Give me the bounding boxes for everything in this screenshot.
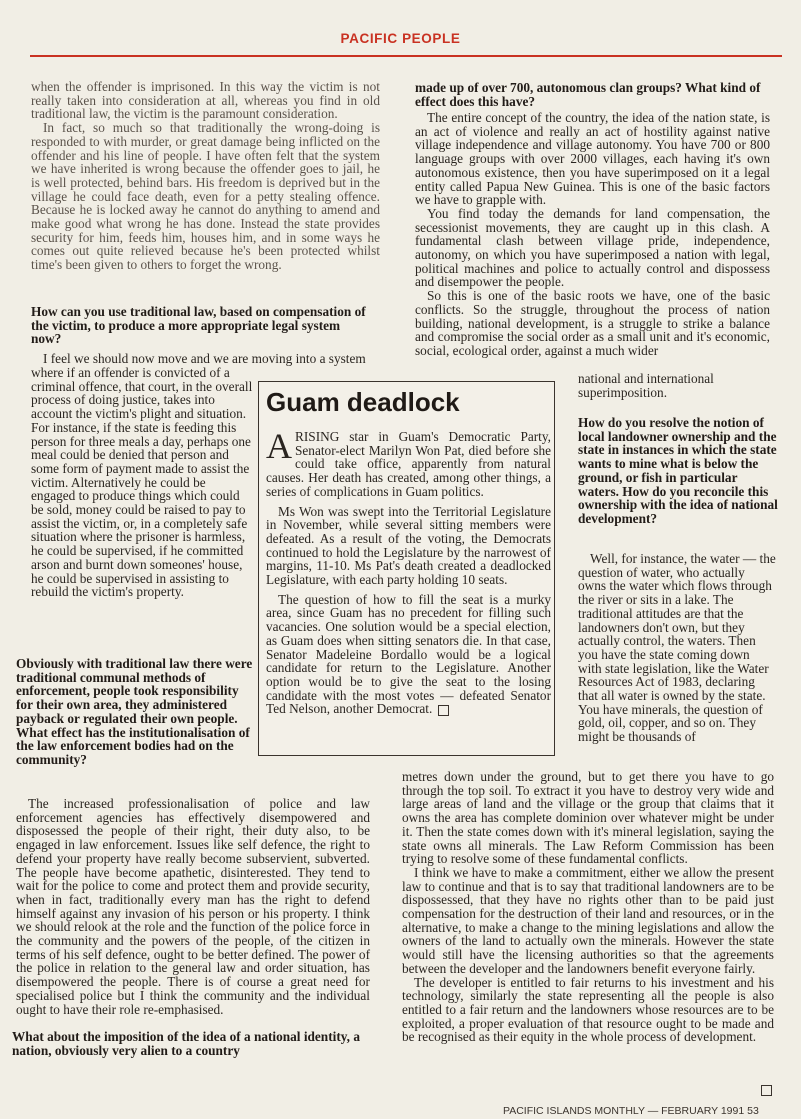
answer-3-text <box>415 111 770 358</box>
paragraph: You find today the demands for land compensation, the secessionist movements, they are caught up in this clash. A fundamental clash between village pride, independence, autonomy, on which you have superimposed a nation with legal, political machines and police to actually control and dispossess and disempower the people. <box>415 205 770 290</box>
box-paragraph-2: Ms Won was swept into the Territorial Legislature in November, while several sitting members were defeated. As a result of the voting, the Democrats continued to hold the Legislature by the narrowest of margins, 11-10. Ms Pat's death created a deadlocked Legislature, with each party holding 10 seats. <box>266 503 551 588</box>
question-1 <box>31 305 371 346</box>
question-text: made up of over 700, autonomous clan groups? What kind of effect does this have? <box>415 80 761 109</box>
question-4 <box>578 416 778 526</box>
paragraph <box>266 593 551 716</box>
col1-top-text <box>31 80 380 272</box>
question-text: How can you use traditional law, based on compensation of the victim, to produce a more appropriate legal system now? <box>31 304 366 347</box>
drop-cap: A <box>266 426 292 466</box>
answer-4-narrow <box>578 552 776 744</box>
paragraph: In fact, so much so that traditionally the wrong-doing is responded to with murder, or great damage being inflicted on the offender and his line of people. I have often felt that the system we have inherited is wrong because the offender goes to jail, he is well protected, behind bars. His freedom is deprived but in the village he could face death, even for a petty stealing offence. Because he is locked away he cannot do anything to amend and make good what wrong he has done. Instead the state provides security for him, feeds him, houses him, and in some ways he comes out quite relieved because he's been protected whilst time's been given to others to forget the wrong. <box>31 120 380 273</box>
section-header: PACIFIC PEOPLE <box>340 31 461 46</box>
answer-1-lead <box>31 352 401 366</box>
header-rule <box>30 55 782 57</box>
question-3 <box>12 1030 362 1057</box>
answer-3-end <box>578 372 768 399</box>
paragraph: I think we have to make a commitment, either we allow the present law to continue and that is to say that traditional landowners are to be dispossessed, that they have no rights other than to be paid just compensation for the destruction of their land and resources, or in the alternative, to make a change to the mining legislations and allow the owners of the land to actually own the minerals. However the state would still have the licensing authorities so that the agreements between the developer and the landowners benefit everyone fairly. <box>402 864 774 976</box>
question-text: How do you resolve the notion of local landowner ownership and the state in instances in which the state wants to mine what is below the ground, or fish in particular waters. How do you reconcile this ownership with the idea of national development? <box>578 415 778 526</box>
answer-1-text <box>31 366 253 599</box>
paragraph: Well, for instance, the water — the question of water, who actually owns the water which flows through the river or sits in a lake. The traditional attitudes are that the landowners don't own, but they actually control, the waters. Then you have the state coming down with state legislation, like the Water Resources Act of 1983, declaring that all water is owned by the state. You have minerals, the question of gold, oil, copper, and so on. They might be thousands of <box>578 551 776 745</box>
paragraph: I feel we should now move and we are moving into a system <box>43 351 366 366</box>
paragraph: when the offender is imprisoned. In this way the victim is not really taken into consideration at all, whereas you find in old traditional law, the victim is the paramount consideration. <box>31 79 380 122</box>
box-paragraph-3: The question of how to fill the seat is a murky area, since Guam has no precedent for filling such vacancies. One solution would be a special election, as Guam does when sitting senators die. In that case, Senator Madeleine Bordallo would be a logical candidate for return to the Legislature. Another option would be to give the seat to the losing candidate with the most votes — defeated Senator Ted Nelson, another Democrat. <box>266 591 551 717</box>
question-text: Obviously with traditional law there were traditional communal methods of enforcement, people took responsibility for their own area, they administered payback or regulated their own people. What effect has the institutionalisation of the law enforcement bodies had on the community? <box>16 656 253 767</box>
paragraph: The developer is entitled to fair returns to his investment and his technology, similarly the state representing all the people is also entitled to a fair return and the landowners whose resources are to be exploited, a proper evaluation of that resource ought to be made and be recognised as their equity in the whole process of development. <box>402 974 774 1045</box>
end-mark-icon <box>761 1085 772 1096</box>
box-title: Guam deadlock <box>266 387 460 417</box>
paragraph: So this is one of the basic roots we have, one of the basic conflicts. So the struggle, throughout the process of nation building, national development, is a struggle to strike a balance and compromise the social order as a small unit and it's economic, social, ecological order, against a much wider <box>415 288 770 358</box>
paragraph <box>266 426 551 499</box>
box-text <box>266 426 551 717</box>
question-3-continued <box>415 81 765 108</box>
paragraph: metres down under the ground, but to get there you have to go through the top soil. To extract it you have to destroy very wide and large areas of land and the village or the group that claims that it owns the area has complete dominion over whatever might be under it. Then the state comes down with it's mineral legislation, saying the state owns all minerals. The Law Reform Commission has been trying to resolve some of these fundamental conflicts. <box>402 769 774 867</box>
paragraph: The increased professionalisation of police and law enforcement agencies has effectively disempowered and disposessed the people of their right, their duty also, to be engaged in law enforcement. Issues like self defence, the right to defend your property have really become subservient, subverted. The people have become apathetic, disinterested. They tend to wait for the police to come and protect them and provide security, when in fact, traditionally every man has the right to defend himself against any invasion of his person or his property. I think we should relook at the role and the function of the police force in the community and the powers of the people, of the citizen in terms of his self defence, ought to be better defined. The power of the police in relation to the general law and order situation, has disempowered the people. There is of course a great need for specialised police but I think the community and the individual ought to have their role re-emphasised. <box>16 796 370 1017</box>
paragraph: where if an offender is convicted of a criminal offence, that court, in the overall process of doing justice, takes into account the victim's plight and situation. For instance, if the state is feeding this person for three meals a day, perhaps one meal could be denied that person and some form of payment made to assist the victim. Alternatively he could be engaged to produce things which could be sold, money could be raised to pay to assist the victim, or, in a completely safe situation where the prisoner is harmless, he could be supervised, if he committed arson and burnt down someones' house, he could be supervised in assisting to rebuild the victim's property. <box>31 365 253 600</box>
page-footer: PACIFIC ISLANDS MONTHLY — FEBRUARY 1991 53 <box>503 1105 759 1117</box>
end-mark-icon <box>438 705 449 716</box>
question-text: What about the imposition of the idea of a national identity, a nation, obviously very alien to a country <box>12 1029 360 1058</box>
answer-2-text <box>16 797 370 1016</box>
answer-4-wide <box>402 770 774 1044</box>
box-paragraph-1: RISING star in Guam's Democratic Party, Senator-elect Marilyn Won Pat, died before she could take office, apparently from natural causes. Her death has created, among other things, a series of complications in Guam politics. <box>266 429 551 499</box>
paragraph: The entire concept of the country, the idea of the nation state, is an act of violence and really an act of hostility against native village independence and village autonomy. You have 700 or 800 language groups with over 2000 villages, each having it's own autonomous existence, then you have superimposed on it a legal entity called Papua New Guinea. This is one of the basic factors we have to grapple with. <box>415 110 770 208</box>
paragraph: national and international superimposition. <box>578 371 714 400</box>
